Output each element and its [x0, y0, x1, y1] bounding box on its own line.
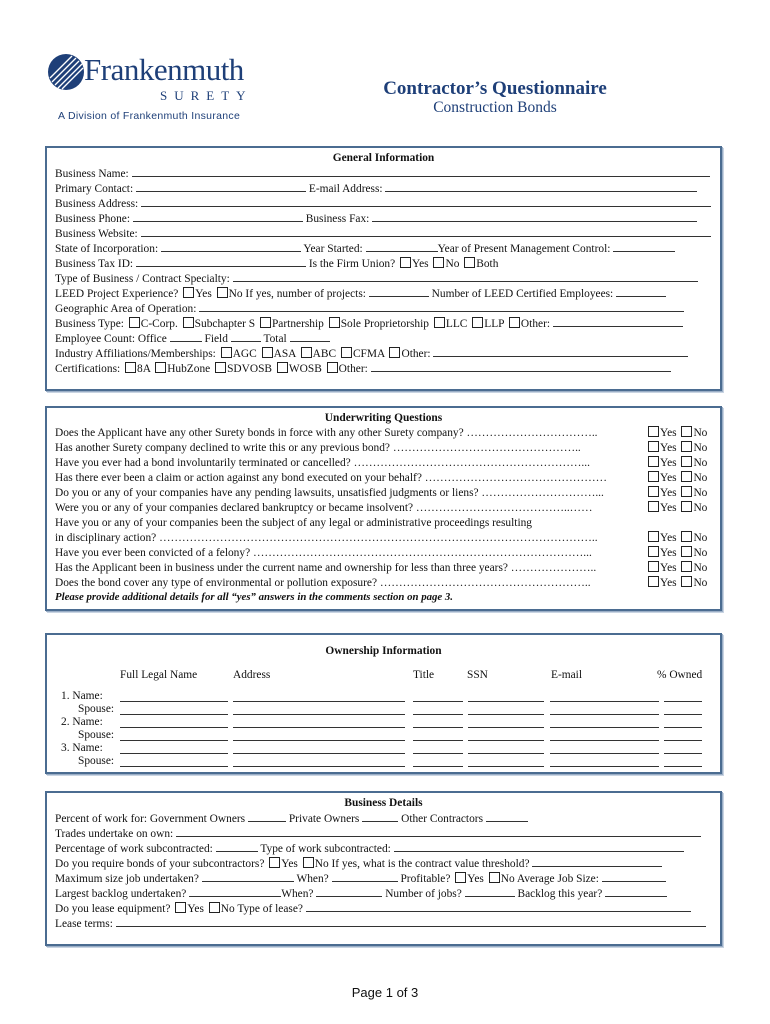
business-phone-row: Business Phone: Business Fax: — [55, 211, 714, 226]
employee-total-field[interactable] — [290, 331, 330, 342]
owner-1-spouse-label: Spouse: — [78, 703, 115, 715]
uw-answer-7: Yes No — [646, 531, 714, 546]
primary-contact-row: Primary Contact: E-mail Address: — [55, 181, 714, 196]
partnership-checkbox[interactable] — [260, 317, 271, 328]
uw-question-10: Does the bond cover any type of environmental or pollution exposure? ……………………………………………….. — [55, 577, 591, 589]
section-heading: Ownership Information — [325, 645, 442, 657]
owner-name-field[interactable] — [120, 727, 228, 728]
owner-title-field[interactable] — [413, 701, 463, 702]
owner-pct-field[interactable] — [664, 714, 702, 715]
owner-email-field[interactable] — [550, 727, 659, 728]
profitable-yes-checkbox[interactable] — [455, 872, 466, 883]
uw-answer-2: Yes No — [646, 441, 714, 456]
owner-ssn-field[interactable] — [468, 753, 544, 754]
uw-answer-4: Yes No — [646, 471, 714, 486]
agc-checkbox[interactable] — [221, 347, 232, 358]
owner-ssn-field[interactable] — [468, 766, 544, 767]
logo-surety: SURETY — [160, 88, 253, 103]
industry-other-checkbox[interactable] — [389, 347, 400, 358]
uw-9-yes-checkbox[interactable] — [648, 561, 659, 572]
llc-checkbox[interactable] — [434, 317, 445, 328]
owner-name-field[interactable] — [120, 701, 228, 702]
require-bonds-row: Do you require bonds of your subcontractors? Yes No If yes, what is the contract value threshold? — [55, 856, 714, 871]
trades-field[interactable] — [176, 826, 701, 837]
general-information-section — [45, 146, 722, 391]
owner-pct-field[interactable] — [664, 753, 702, 754]
section-heading: Underwriting Questions — [324, 412, 443, 424]
leed-projects-field[interactable] — [369, 286, 429, 297]
owner-email-field[interactable] — [550, 766, 659, 767]
ownership-section — [45, 633, 722, 774]
uw-4-no-checkbox[interactable] — [681, 471, 692, 482]
industry-other-field[interactable] — [433, 346, 688, 357]
uw-9-no-checkbox[interactable] — [681, 561, 692, 572]
uw-8-yes-checkbox[interactable] — [648, 546, 659, 557]
owner-name-field[interactable] — [120, 766, 228, 767]
tax-id-row: Business Tax ID: Is the Firm Union? Yes No Both — [55, 258, 499, 270]
uw-3-yes-checkbox[interactable] — [648, 456, 659, 467]
owner-title-field[interactable] — [413, 727, 463, 728]
uw-answer-3: Yes No — [646, 456, 714, 471]
geo-area-field[interactable] — [199, 301, 684, 312]
subcontract-row: Percentage of work subcontracted: Type of work subcontracted: — [55, 841, 714, 856]
avg-job-field[interactable] — [602, 871, 666, 882]
sdvosb-checkbox[interactable] — [215, 362, 226, 373]
email-field[interactable] — [385, 181, 697, 192]
type-specialty-field[interactable] — [233, 271, 698, 282]
hubzone-checkbox[interactable] — [155, 362, 166, 373]
uw-answer-1: Yes No — [646, 426, 714, 441]
uw-2-yes-checkbox[interactable] — [648, 441, 659, 452]
owner-ssn-field[interactable] — [468, 727, 544, 728]
uw-2-no-checkbox[interactable] — [681, 441, 692, 452]
owner-1-name-label: 1. Name: — [61, 690, 103, 702]
backlog-year-field[interactable] — [605, 886, 667, 897]
owner-address-field[interactable] — [233, 740, 405, 741]
uw-3-no-checkbox[interactable] — [681, 456, 692, 467]
year-management-field[interactable] — [613, 241, 675, 252]
asa-checkbox[interactable] — [262, 347, 273, 358]
business-phone-field[interactable] — [133, 211, 303, 222]
owner-pct-field[interactable] — [664, 727, 702, 728]
col-header-email: E-mail — [551, 669, 582, 681]
pct-subcontracted-field[interactable] — [216, 841, 258, 852]
owner-email-field[interactable] — [550, 753, 659, 754]
8a-checkbox[interactable] — [125, 362, 136, 373]
lease-terms-field[interactable] — [116, 916, 706, 927]
lease-row: Do you lease equipment? Yes No Type of lease? — [55, 901, 714, 916]
percent-work-row: Percent of work for: Government Owners Private Owners Other Contractors — [55, 811, 714, 826]
uw-7-no-checkbox[interactable] — [681, 531, 692, 542]
certifications-row: Certifications: 8A HubZone SDVOSB WOSB Other: — [55, 361, 714, 376]
col-header-owned: % Owned — [657, 669, 703, 681]
page-subtitle: Construction Bonds — [433, 99, 557, 116]
cert-other-field[interactable] — [371, 361, 671, 372]
section-heading: General Information — [332, 152, 435, 164]
uw-7-yes-checkbox[interactable] — [648, 531, 659, 542]
business-name-row: Business Name: — [55, 166, 714, 181]
owner-3-name-label: 3. Name: — [61, 742, 103, 754]
business-address-field[interactable] — [141, 196, 711, 207]
gov-owners-field[interactable] — [248, 811, 286, 822]
owner-address-field[interactable] — [233, 727, 405, 728]
uw-8-no-checkbox[interactable] — [681, 546, 692, 557]
logo-division: A Division of Frankenmuth Insurance — [58, 110, 241, 122]
uw-question-2: Has another Surety company declined to write this or any previous bond? ………………………………………….. — [55, 442, 581, 454]
tax-id-field[interactable] — [136, 256, 306, 267]
owner-address-field[interactable] — [233, 753, 405, 754]
business-website-field[interactable] — [141, 226, 711, 237]
underwriting-note: Please provide additional details for all “yes” answers in the comments section on page 3. — [55, 591, 453, 603]
uw-question-7a: Have you or any of your companies been the subject of any legal or administrative proceedings resulting — [55, 517, 532, 529]
uw-6-yes-checkbox[interactable] — [648, 501, 659, 512]
uw-answer-5: Yes No — [646, 486, 714, 501]
owner-name-field[interactable] — [120, 753, 228, 754]
lease-terms-row: Lease terms: — [55, 916, 714, 931]
employee-office-field[interactable] — [170, 331, 202, 342]
employee-field-field[interactable] — [231, 331, 261, 342]
owner-2-name-label: 2. Name: — [61, 716, 103, 728]
owner-pct-field[interactable] — [664, 701, 702, 702]
largest-backlog-row: Largest backlog undertaken? When? Number of jobs? Backlog this year? — [55, 886, 714, 901]
max-job-row: Maximum size job undertaken? When? Profitable? Yes No Average Job Size: — [55, 871, 714, 886]
primary-contact-field[interactable] — [136, 181, 306, 192]
backlog-when-field[interactable] — [316, 886, 382, 897]
col-header-address: Address — [233, 669, 271, 681]
uw-question-7b: in disciplinary action? …………………………………………………………………………………………………….. — [55, 532, 598, 544]
owner-2-spouse-label: Spouse: — [78, 729, 115, 741]
uw-question-4: Has there ever been a claim or action against any bond executed on your behalf? ………………………………………… — [55, 472, 607, 484]
largest-backlog-field[interactable] — [189, 886, 281, 897]
lease-no-checkbox[interactable] — [209, 902, 220, 913]
other-contractors-field[interactable] — [486, 811, 528, 822]
geo-area-row: Geographic Area of Operation: — [55, 301, 714, 316]
wosb-checkbox[interactable] — [277, 362, 288, 373]
profitable-no-checkbox[interactable] — [489, 872, 500, 883]
owner-address-field[interactable] — [233, 701, 405, 702]
owner-title-field[interactable] — [413, 766, 463, 767]
uw-6-no-checkbox[interactable] — [681, 501, 692, 512]
cert-other-checkbox[interactable] — [327, 362, 338, 373]
subchapter-s-checkbox[interactable] — [183, 317, 194, 328]
cfma-checkbox[interactable] — [341, 347, 352, 358]
industry-row: Industry Affiliations/Memberships: AGC ASA ABC CFMA Other: — [55, 346, 714, 361]
uw-5-no-checkbox[interactable] — [681, 486, 692, 497]
uw-4-yes-checkbox[interactable] — [648, 471, 659, 482]
uw-10-yes-checkbox[interactable] — [648, 576, 659, 587]
owner-email-field[interactable] — [550, 701, 659, 702]
owner-title-field[interactable] — [413, 740, 463, 741]
owner-name-field[interactable] — [120, 740, 228, 741]
leed-yes-checkbox[interactable] — [183, 287, 194, 298]
owner-email-field[interactable] — [550, 714, 659, 715]
ccorp-checkbox[interactable] — [129, 317, 140, 328]
col-header-name: Full Legal Name — [120, 669, 198, 681]
page-number: Page 1 of 3 — [351, 985, 419, 1000]
state-incorporation-field[interactable] — [161, 241, 301, 252]
union-both-checkbox[interactable] — [464, 257, 475, 268]
uw-5-yes-checkbox[interactable] — [648, 486, 659, 497]
uw-question-9: Has the Applicant been in business under the current name and ownership for less than three years? ………………….. — [55, 562, 597, 574]
abc-checkbox[interactable] — [301, 347, 312, 358]
owner-address-field[interactable] — [233, 766, 405, 767]
business-type-other-checkbox[interactable] — [509, 317, 520, 328]
type-subcontracted-field[interactable] — [394, 841, 684, 852]
type-specialty-row: Type of Business / Contract Specialty: — [55, 271, 714, 286]
uw-question-1: Does the Applicant have any other Surety bonds in force with any other Surety company? …………………………….. — [55, 427, 598, 439]
owner-ssn-field[interactable] — [468, 740, 544, 741]
owner-ssn-field[interactable] — [468, 714, 544, 715]
logo-wordmark: Frankenmuth — [84, 52, 244, 87]
uw-answer-10: Yes No — [646, 576, 714, 591]
business-name-field[interactable] — [132, 166, 710, 177]
page-title: Contractor’s Questionnaire — [383, 78, 607, 99]
leed-employees-field[interactable] — [616, 286, 666, 297]
union-no-checkbox[interactable] — [433, 257, 444, 268]
col-header-ssn: SSN — [467, 669, 488, 681]
underwriting-section — [45, 406, 722, 611]
owner-pct-field[interactable] — [664, 740, 702, 741]
uw-answer-6: Yes No — [646, 501, 714, 516]
business-details-section — [45, 791, 722, 946]
max-job-field[interactable] — [202, 871, 294, 882]
year-started-field[interactable] — [366, 241, 438, 252]
num-jobs-field[interactable] — [465, 886, 515, 897]
business-type-row: Business Type: C-Corp. Subchapter S Partnership Sole Proprietorship LLC LLP Other: — [55, 316, 714, 331]
require-bonds-yes-checkbox[interactable] — [269, 857, 280, 868]
owner-title-field[interactable] — [413, 714, 463, 715]
business-address-row: Business Address: — [55, 196, 714, 211]
state-incorporation-row: State of Incorporation: Year Started: Year of Present Management Control: — [55, 241, 714, 256]
business-fax-field[interactable] — [372, 211, 697, 222]
uw-10-no-checkbox[interactable] — [681, 576, 692, 587]
private-owners-field[interactable] — [362, 811, 398, 822]
uw-1-no-checkbox[interactable] — [681, 426, 692, 437]
uw-answer-8: Yes No — [646, 546, 714, 561]
uw-question-8: Have you ever been convicted of a felony? ……………………………………………………………………………... — [55, 547, 592, 559]
llp-checkbox[interactable] — [472, 317, 483, 328]
business-website-row: Business Website: — [55, 226, 714, 241]
threshold-field[interactable] — [532, 856, 662, 867]
col-header-title: Title — [413, 669, 435, 681]
owner-email-field[interactable] — [550, 740, 659, 741]
trades-row: Trades undertake on own: — [55, 826, 714, 841]
lease-type-field[interactable] — [306, 901, 691, 912]
employee-count-row: Employee Count: Office Field Total — [55, 331, 714, 346]
lease-yes-checkbox[interactable] — [175, 902, 186, 913]
require-bonds-no-checkbox[interactable] — [303, 857, 314, 868]
owner-3-spouse-label: Spouse: — [78, 755, 115, 767]
uw-question-5: Do you or any of your companies have any pending lawsuits, unsatisfied judgments or liens? …………………………... — [55, 487, 604, 499]
uw-answer-9: Yes No — [646, 561, 714, 576]
owner-pct-field[interactable] — [664, 766, 702, 767]
business-type-other-field[interactable] — [553, 316, 683, 327]
sole-proprietorship-checkbox[interactable] — [329, 317, 340, 328]
owner-name-field[interactable] — [120, 714, 228, 715]
union-yes-checkbox[interactable] — [400, 257, 411, 268]
owner-address-field[interactable] — [233, 714, 405, 715]
owner-ssn-field[interactable] — [468, 701, 544, 702]
leed-no-checkbox[interactable] — [217, 287, 228, 298]
uw-question-3: Have you ever had a bond involuntarily terminated or cancelled? ……………………………………………………... — [55, 457, 590, 469]
max-job-when-field[interactable] — [332, 871, 398, 882]
section-heading: Business Details — [344, 797, 423, 809]
owner-title-field[interactable] — [413, 753, 463, 754]
uw-question-6: Were you or any of your companies declared bankruptcy or became insolvent? …………………………………..…… — [55, 502, 593, 514]
leed-row: LEED Project Experience? Yes No If yes, number of projects: Number of LEED Certified Employees: — [55, 286, 714, 301]
uw-1-yes-checkbox[interactable] — [648, 426, 659, 437]
